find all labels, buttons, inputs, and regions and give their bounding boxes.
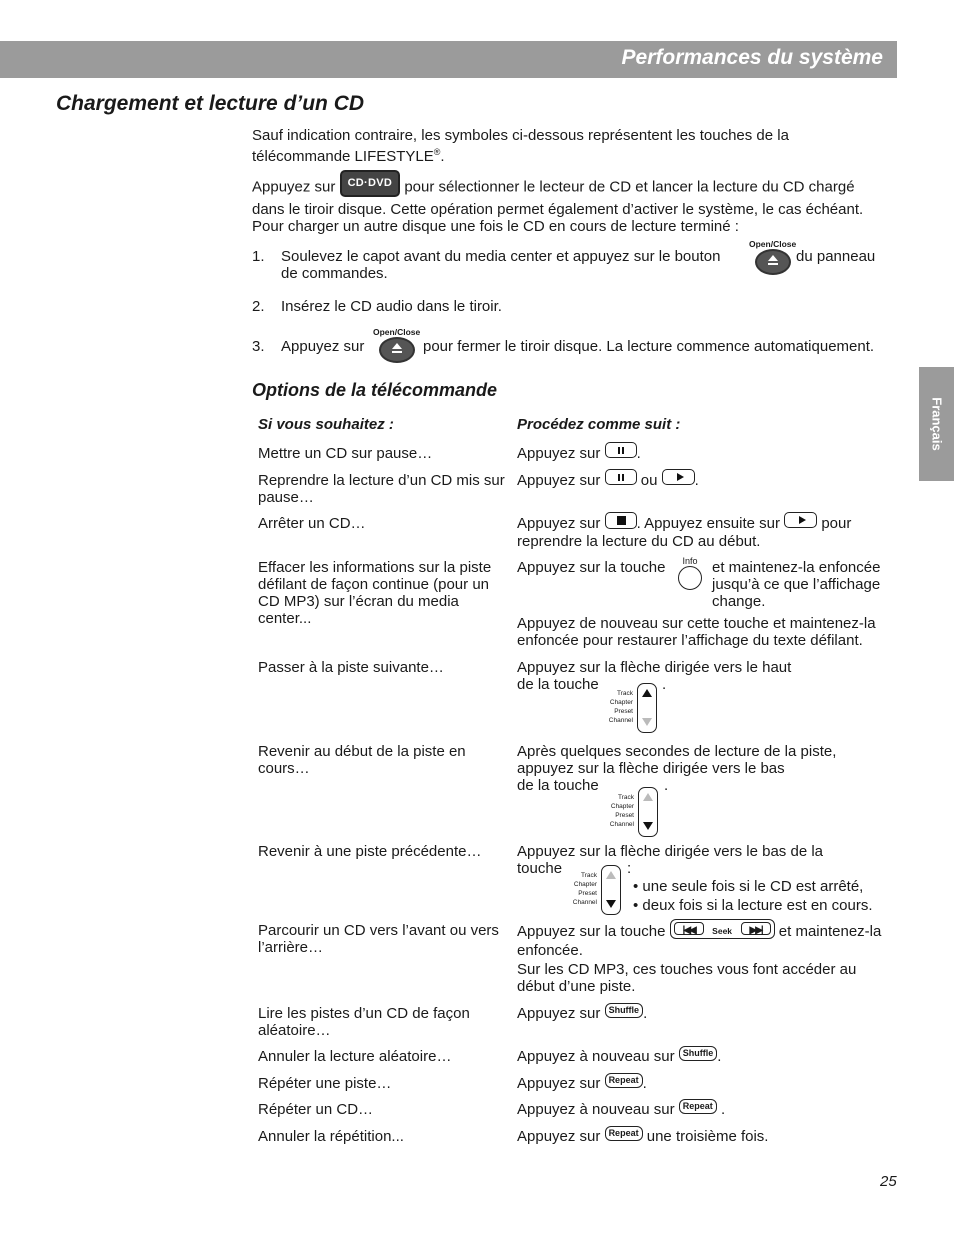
- header-bar: [0, 41, 897, 78]
- r-text-2: touche: [517, 860, 563, 877]
- row-seek-note: Sur les CD MP3, ces touches vous font accéder au début d’une piste.: [517, 961, 857, 995]
- r-line2: reprendre la lecture du CD au début.: [517, 532, 761, 550]
- intro-paragraph-3: Pour charger un autre disque une fois le CD en cours de lecture terminé :: [252, 218, 739, 235]
- r-text: Appuyez sur: [517, 472, 601, 489]
- row-cancel-shuffle-right: Appuyez à nouveau sur Shuffle .: [517, 1047, 722, 1065]
- r-text: Appuyez sur la flèche dirigée vers le haut: [517, 659, 792, 676]
- r-text: Appuyez à nouveau sur: [517, 1101, 675, 1118]
- open-close-label: Open/Close: [749, 239, 797, 249]
- row-repeat-cd-right: Appuyez à nouveau sur Repeat .: [517, 1100, 726, 1118]
- step-2-number: 2.: [252, 298, 265, 315]
- column-header-right: Procédez comme suit :: [517, 416, 681, 433]
- eject-icon-2: [379, 337, 415, 363]
- pause-icon: [605, 469, 637, 485]
- r-period: .: [636, 445, 641, 462]
- r-text-2: et maintenez-la: [778, 922, 882, 940]
- cd-dvd-button-icon: CD·DVD: [340, 170, 401, 197]
- step-3-number: 3.: [252, 338, 265, 355]
- intro-text: Sauf indication contraire, les symboles ci-dessous représentent les touches de la: [252, 127, 789, 144]
- r-text: Appuyez sur: [517, 1005, 601, 1022]
- p2-post: pour sélectionner le lecteur de CD et lancer la lecture du CD chargé: [404, 178, 855, 196]
- play-icon: [784, 512, 817, 528]
- page-number: 25: [880, 1173, 897, 1190]
- row-pause-left: Mettre un CD sur pause…: [258, 445, 433, 462]
- step-1-post: du panneau: [796, 248, 876, 265]
- row-previous-colon: :: [627, 860, 632, 877]
- header-title: Performances du système: [621, 46, 883, 69]
- shuffle-button-icon: Shuffle: [605, 1003, 644, 1018]
- open-close-icon: [749, 239, 796, 279]
- seek-buttons-icon: [670, 919, 775, 939]
- intro-paragraph-1: [252, 127, 902, 165]
- r-text: Appuyez à nouveau sur: [517, 1048, 675, 1065]
- seek-forward-icon: ▶▶|: [741, 922, 771, 935]
- row-previous-left: Revenir à une piste précédente…: [258, 843, 482, 860]
- repeat-button-icon: Repeat: [605, 1126, 643, 1141]
- track-rocker-up-icon: [605, 683, 657, 733]
- row-stop-left: Arrêter un CD…: [258, 515, 366, 532]
- row-stop-right: [517, 515, 897, 550]
- r-text: Appuyez sur: [517, 1128, 601, 1145]
- repeat-button-icon: Repeat: [605, 1073, 643, 1088]
- intro-paragraph-2: [252, 174, 902, 218]
- row-seek-right: [517, 922, 897, 959]
- row-cancel-repeat-left: Annuler la répétition...: [258, 1128, 404, 1145]
- row-repeat-track-right: Appuyez sur Repeat .: [517, 1074, 647, 1092]
- play-icon: [662, 469, 695, 485]
- open-close-label-2: Open/Close: [373, 327, 421, 337]
- r-text: Appuyez sur la touche: [517, 922, 666, 940]
- row-next-period: .: [662, 676, 667, 693]
- row-repeat-track-left: Répéter une piste…: [258, 1075, 392, 1092]
- row-info-left: Effacer les informations sur la piste défilant de façon continue (pour un CD MP3) sur l’écran du media center...: [258, 559, 492, 627]
- row-shuffle-right: Appuyez sur Shuffle .: [517, 1004, 648, 1022]
- track-rocker-down-icon: Track Chapter Preset Channel: [606, 787, 658, 837]
- step-2-text: Insérez le CD audio dans le tiroir.: [281, 298, 502, 315]
- row-info-r2: et maintenez-la enfoncée jusqu’à ce que l’affichage change.: [712, 559, 881, 610]
- seek-back-icon: |◀◀: [674, 922, 704, 935]
- r-text: Appuyez sur: [517, 445, 601, 462]
- r-text-3: enfoncée.: [517, 942, 583, 959]
- language-tab-label: Français: [929, 397, 944, 451]
- step-1-line2: de commandes.: [281, 265, 388, 282]
- r-period: .: [694, 472, 699, 489]
- r-text-3: de la touche: [517, 777, 599, 794]
- rocker-labels: Track Chapter Preset Channel: [608, 690, 633, 724]
- row-next-right: [517, 659, 897, 693]
- registered-mark: ®: [433, 147, 441, 157]
- bullet-2: • deux fois si la lecture est en cours.: [633, 897, 873, 914]
- r-or: ou: [640, 472, 658, 489]
- language-tab: [919, 367, 954, 481]
- row-info-r1: Appuyez sur la touche: [517, 559, 666, 576]
- step-1-pre: Soulevez le capot avant du media center et appuyez sur le bouton: [281, 248, 721, 265]
- row-restart-left: Revenir au début de la piste en cours…: [258, 743, 466, 777]
- row-previous-bullets: [633, 877, 873, 915]
- track-rocker-down-icon-2: Track Chapter Preset Channel: [569, 865, 621, 915]
- row-seek-left: Parcourir un CD vers l’avant ou vers l’arrière…: [258, 922, 499, 956]
- row-cancel-repeat-right: Appuyez sur Repeat une troisième fois.: [517, 1127, 769, 1145]
- r-text: Appuyez sur: [517, 1075, 601, 1092]
- bullet-1: • une seule fois si le CD est arrêté,: [633, 878, 864, 895]
- r-text-2: appuyez sur la flèche dirigée vers le bas: [517, 760, 785, 777]
- step-3-post: pour fermer le tiroir disque. La lecture commence automatiquement.: [423, 338, 875, 355]
- options-title: Options de la télécommande: [252, 380, 498, 400]
- eject-icon: [755, 249, 791, 275]
- row-resume-right: [517, 472, 897, 489]
- p2-pre: Appuyez sur: [252, 178, 336, 196]
- r-then: . Appuyez ensuite sur: [636, 515, 780, 532]
- info-label: Info: [682, 556, 698, 566]
- repeat-button-icon: Repeat: [679, 1099, 717, 1114]
- r-text-2: de la touche: [517, 676, 599, 693]
- info-button-icon: [678, 556, 702, 594]
- row-repeat-cd-left: Répéter un CD…: [258, 1101, 374, 1118]
- row-next-left: Passer à la piste suivante…: [258, 659, 444, 676]
- column-header-left: Si vous souhaitez :: [258, 416, 394, 433]
- row-restart-period: .: [664, 777, 669, 794]
- row-shuffle-left: Lire les pistes d’un CD de façon aléatoire…: [258, 1005, 470, 1039]
- intro-period: .: [440, 148, 445, 165]
- row-cancel-shuffle-left: Annuler la lecture aléatoire…: [258, 1048, 452, 1065]
- row-resume-left: Reprendre la lecture d’un CD mis sur pause…: [258, 472, 505, 506]
- p2-line2: dans le tiroir disque. Cette opération permet également d’activer le système, le cas échéant.: [252, 201, 864, 218]
- pause-icon: [605, 442, 637, 458]
- stop-icon: [605, 512, 637, 529]
- r-text: Appuyez sur: [517, 515, 601, 532]
- r-text: Après quelques secondes de lecture de la piste,: [517, 743, 837, 760]
- seek-label: Seek: [712, 926, 733, 936]
- intro-text-2: télécommande LIFESTYLE: [252, 148, 434, 165]
- step-3-pre: Appuyez sur: [281, 338, 365, 355]
- section-title: Chargement et lecture d’un CD: [56, 92, 365, 115]
- row-restart-right: [517, 743, 897, 794]
- step-1-number: 1.: [252, 248, 265, 265]
- row-pause-right: [517, 445, 897, 462]
- r-text: Appuyez sur la flèche dirigée vers le bas de la: [517, 843, 824, 860]
- shuffle-button-icon: Shuffle: [679, 1046, 718, 1061]
- info-circle-icon: [678, 566, 702, 590]
- r-pour: pour: [821, 515, 852, 532]
- row-info-r3: Appuyez de nouveau sur cette touche et maintenez-la enfoncée pour restaurer l’affichage du texte défilant.: [517, 615, 876, 649]
- open-close-icon-2: [373, 327, 420, 367]
